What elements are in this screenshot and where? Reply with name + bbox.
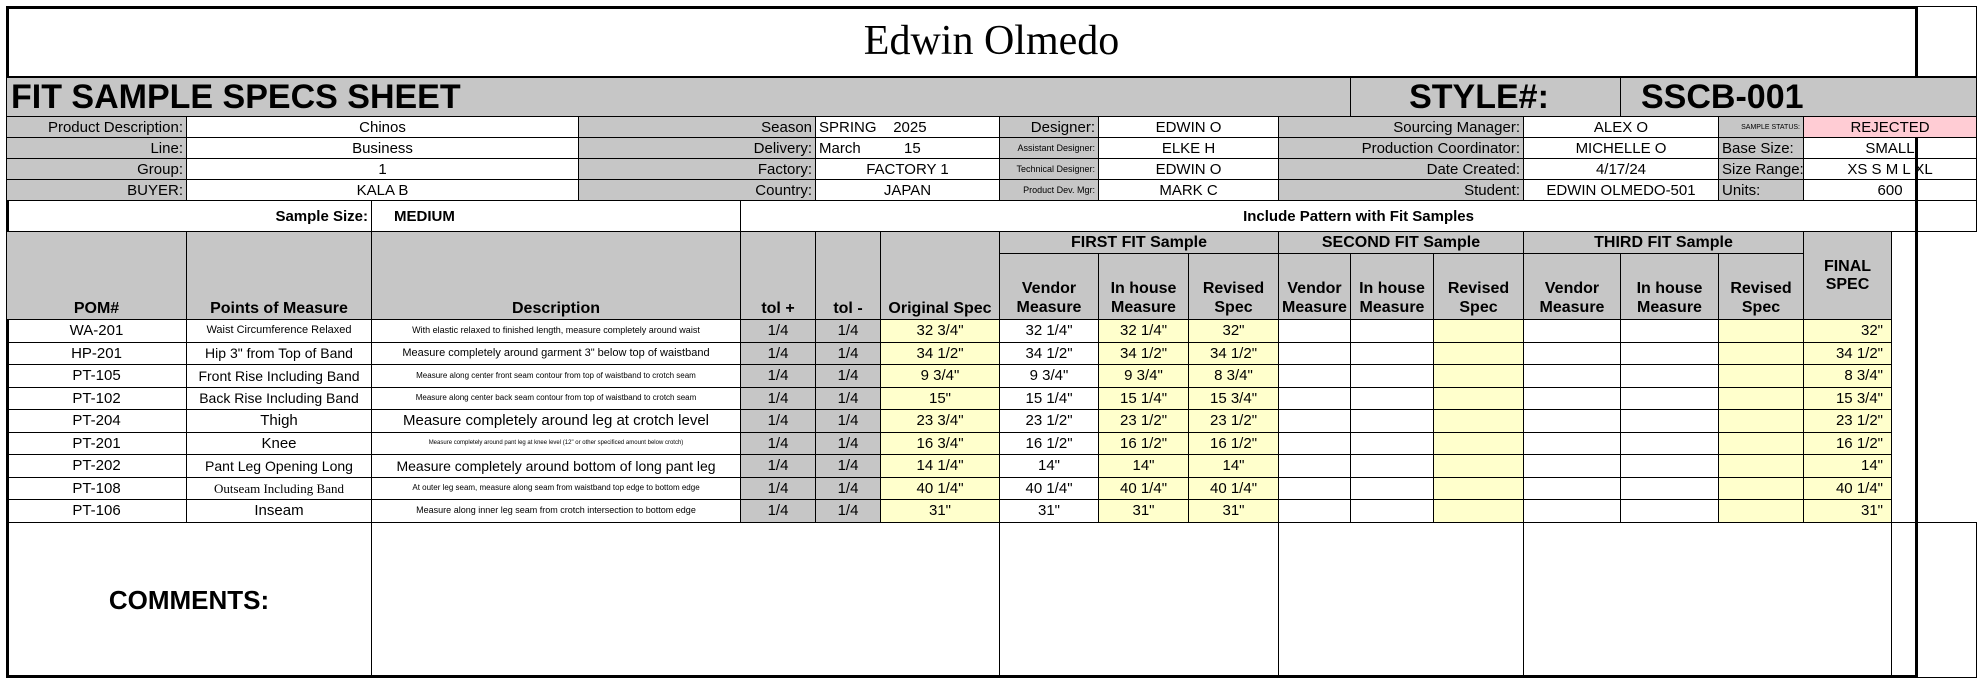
tol-plus-cell: 1/4 bbox=[741, 410, 816, 433]
first-vendor-cell: 31" bbox=[1000, 500, 1099, 523]
second-vendor-cell[interactable] bbox=[1279, 387, 1351, 410]
third-fit-header: THIRD FIT Sample bbox=[1524, 232, 1804, 254]
first-revised-cell: 40 1/4" bbox=[1189, 477, 1279, 500]
second-inhouse-cell[interactable] bbox=[1351, 455, 1434, 478]
third-revised-cell[interactable] bbox=[1719, 500, 1804, 523]
size-range-label: Size Range: bbox=[1719, 159, 1804, 180]
table-row bbox=[7, 387, 1977, 410]
table-row bbox=[7, 342, 1977, 365]
first-vendor-cell: 23 1/2" bbox=[1000, 410, 1099, 433]
original-spec-cell: 23 3/4" bbox=[881, 410, 1000, 433]
final-spec-cell: 23 1/2" bbox=[1804, 410, 1892, 433]
table-row bbox=[7, 455, 1977, 478]
production-coordinator-value: MICHELLE O bbox=[1524, 138, 1719, 159]
description-cell: Measure along center front seam contour from top of waistband to crotch seam bbox=[372, 365, 741, 388]
factory-label: Factory: bbox=[579, 159, 816, 180]
original-spec-cell: 32 3/4" bbox=[881, 320, 1000, 343]
spec-sheet bbox=[6, 6, 1977, 678]
third-vendor-cell[interactable] bbox=[1524, 387, 1621, 410]
original-spec-cell: 15" bbox=[881, 387, 1000, 410]
sourcing-manager-label: Sourcing Manager: bbox=[1279, 117, 1524, 138]
third-revised-cell[interactable] bbox=[1719, 387, 1804, 410]
third-inhouse-cell[interactable] bbox=[1621, 320, 1719, 343]
tol-minus-cell: 1/4 bbox=[816, 387, 881, 410]
third-revised-col: Revised Spec bbox=[1719, 254, 1804, 320]
size-range-value: XS S M L XL bbox=[1804, 159, 1977, 180]
first-inhouse-cell: 23 1/2" bbox=[1099, 410, 1189, 433]
third-inhouse-cell[interactable] bbox=[1621, 477, 1719, 500]
first-inhouse-cell: 15 1/4" bbox=[1099, 387, 1189, 410]
second-revised-cell[interactable] bbox=[1434, 387, 1524, 410]
line-label: Line: bbox=[7, 138, 187, 159]
third-inhouse-cell[interactable] bbox=[1621, 342, 1719, 365]
table-row bbox=[7, 410, 1977, 433]
original-spec-cell: 34 1/2" bbox=[881, 342, 1000, 365]
third-revised-cell[interactable] bbox=[1719, 410, 1804, 433]
original-spec-cell: 9 3/4" bbox=[881, 365, 1000, 388]
third-inhouse-col: In house Measure bbox=[1621, 254, 1719, 320]
first-revised-cell: 8 3/4" bbox=[1189, 365, 1279, 388]
season-value bbox=[816, 117, 1000, 138]
second-revised-col: Revised Spec bbox=[1434, 254, 1524, 320]
pom-cell: PT-106 bbox=[7, 500, 187, 523]
second-revised-cell[interactable] bbox=[1434, 342, 1524, 365]
second-inhouse-cell[interactable] bbox=[1351, 320, 1434, 343]
second-inhouse-cell[interactable] bbox=[1351, 432, 1434, 455]
measurement-rows bbox=[7, 320, 1977, 523]
third-vendor-cell[interactable] bbox=[1524, 432, 1621, 455]
description-cell: Measure completely around garment 3" below top of waistband bbox=[372, 342, 741, 365]
original-spec-cell: 40 1/4" bbox=[881, 477, 1000, 500]
second-inhouse-cell[interactable] bbox=[1351, 387, 1434, 410]
comments-label: COMMENTS: bbox=[7, 522, 372, 677]
first-inhouse-col: In house Measure bbox=[1099, 254, 1189, 320]
third-vendor-cell[interactable] bbox=[1524, 365, 1621, 388]
second-revised-cell[interactable] bbox=[1434, 500, 1524, 523]
date-created-value: 4/17/24 bbox=[1524, 159, 1719, 180]
season-name: SPRING bbox=[819, 118, 877, 136]
third-revised-cell[interactable] bbox=[1719, 342, 1804, 365]
tol-minus-cell: 1/4 bbox=[816, 500, 881, 523]
tol-minus-cell: 1/4 bbox=[816, 410, 881, 433]
second-vendor-cell[interactable] bbox=[1279, 455, 1351, 478]
table-row bbox=[7, 365, 1977, 388]
first-inhouse-cell: 14" bbox=[1099, 455, 1189, 478]
first-revised-cell: 34 1/2" bbox=[1189, 342, 1279, 365]
point-cell: Outseam Including Band bbox=[187, 477, 372, 500]
second-vendor-cell[interactable] bbox=[1279, 320, 1351, 343]
assistant-designer-label: Assistant Designer: bbox=[1000, 138, 1099, 159]
sample-status-label: SAMPLE STATUS: bbox=[1719, 117, 1804, 138]
first-vendor-cell: 16 1/2" bbox=[1000, 432, 1099, 455]
designer-name-header: Edwin Olmedo bbox=[7, 7, 1977, 77]
third-vendor-cell[interactable] bbox=[1524, 410, 1621, 433]
table-row bbox=[7, 320, 1977, 343]
third-revised-cell[interactable] bbox=[1719, 477, 1804, 500]
first-revised-cell: 15 3/4" bbox=[1189, 387, 1279, 410]
pattern-note: Include Pattern with Fit Samples bbox=[741, 201, 1977, 232]
designer-label: Designer: bbox=[1000, 117, 1099, 138]
delivery-day: 15 bbox=[904, 139, 921, 157]
season-year: 2025 bbox=[893, 118, 927, 136]
second-inhouse-cell[interactable] bbox=[1351, 500, 1434, 523]
group-label: Group: bbox=[7, 159, 187, 180]
description-cell: Measure completely around bottom of long pant leg bbox=[372, 455, 741, 478]
tol-minus-cell: 1/4 bbox=[816, 342, 881, 365]
comments-third-fit[interactable] bbox=[1524, 522, 1892, 677]
point-cell: Front Rise Including Band bbox=[187, 365, 372, 388]
buyer-value: KALA B bbox=[187, 180, 579, 201]
third-revised-cell[interactable] bbox=[1719, 432, 1804, 455]
tol-plus-cell: 1/4 bbox=[741, 477, 816, 500]
third-inhouse-cell[interactable] bbox=[1621, 410, 1719, 433]
base-size-value: SMALL bbox=[1804, 138, 1977, 159]
date-created-label: Date Created: bbox=[1279, 159, 1524, 180]
first-vendor-cell: 40 1/4" bbox=[1000, 477, 1099, 500]
comments-general[interactable] bbox=[372, 522, 1000, 677]
pom-cell: PT-108 bbox=[7, 477, 187, 500]
point-cell: Pant Leg Opening Long bbox=[187, 455, 372, 478]
first-fit-header: FIRST FIT Sample bbox=[1000, 232, 1279, 254]
first-revised-cell: 32" bbox=[1189, 320, 1279, 343]
point-cell: Waist Circumference Relaxed bbox=[187, 320, 372, 343]
sheet-title: FIT SAMPLE SPECS SHEET bbox=[7, 77, 1351, 117]
tol-plus-cell: 1/4 bbox=[741, 320, 816, 343]
first-revised-cell: 31" bbox=[1189, 500, 1279, 523]
col-final-spec: FINAL SPEC bbox=[1804, 232, 1892, 320]
first-inhouse-cell: 32 1/4" bbox=[1099, 320, 1189, 343]
country-label: Country: bbox=[579, 180, 816, 201]
original-spec-cell: 14 1/4" bbox=[881, 455, 1000, 478]
second-vendor-cell[interactable] bbox=[1279, 432, 1351, 455]
product-dev-mgr-value: MARK C bbox=[1099, 180, 1279, 201]
delivery-label: Delivery: bbox=[579, 138, 816, 159]
comments-final[interactable] bbox=[1892, 522, 1977, 677]
first-inhouse-cell: 34 1/2" bbox=[1099, 342, 1189, 365]
sample-status-value: REJECTED bbox=[1804, 117, 1977, 138]
first-revised-cell: 16 1/2" bbox=[1189, 432, 1279, 455]
description-cell: Measure completely around pant leg at knee level (12" or other specificed amount below crotch) bbox=[372, 432, 741, 455]
description-cell: Measure along center back seam contour from top of waistband to crotch seam bbox=[372, 387, 741, 410]
first-revised-cell: 23 1/2" bbox=[1189, 410, 1279, 433]
description-cell: Measure along inner leg seam from crotch intersection to bottom edge bbox=[372, 500, 741, 523]
tol-plus-cell: 1/4 bbox=[741, 432, 816, 455]
first-revised-cell: 14" bbox=[1189, 455, 1279, 478]
third-revised-cell[interactable] bbox=[1719, 365, 1804, 388]
second-revised-cell[interactable] bbox=[1434, 432, 1524, 455]
style-label: STYLE#: bbox=[1351, 77, 1621, 117]
final-spec-cell: 40 1/4" bbox=[1804, 477, 1892, 500]
second-inhouse-col: In house Measure bbox=[1351, 254, 1434, 320]
second-vendor-col: Vendor Measure bbox=[1279, 254, 1351, 320]
col-pom: POM# bbox=[7, 232, 187, 320]
final-spec-cell: 34 1/2" bbox=[1804, 342, 1892, 365]
first-vendor-cell: 32 1/4" bbox=[1000, 320, 1099, 343]
season-label: Season bbox=[579, 117, 816, 138]
final-spec-cell: 14" bbox=[1804, 455, 1892, 478]
pom-cell: WA-201 bbox=[7, 320, 187, 343]
final-spec-cell: 32" bbox=[1804, 320, 1892, 343]
point-cell: Inseam bbox=[187, 500, 372, 523]
line-value: Business bbox=[187, 138, 579, 159]
product-description-label: Product Description: bbox=[7, 117, 187, 138]
tol-minus-cell: 1/4 bbox=[816, 365, 881, 388]
first-inhouse-cell: 40 1/4" bbox=[1099, 477, 1189, 500]
tol-minus-cell: 1/4 bbox=[816, 477, 881, 500]
col-tol-plus: tol + bbox=[741, 232, 816, 320]
pom-cell: PT-105 bbox=[7, 365, 187, 388]
original-spec-cell: 16 3/4" bbox=[881, 432, 1000, 455]
col-original-spec: Original Spec bbox=[881, 232, 1000, 320]
final-spec-cell: 16 1/2" bbox=[1804, 432, 1892, 455]
third-vendor-cell[interactable] bbox=[1524, 500, 1621, 523]
first-vendor-cell: 14" bbox=[1000, 455, 1099, 478]
table-row bbox=[7, 432, 1977, 455]
tol-minus-cell: 1/4 bbox=[816, 432, 881, 455]
first-vendor-cell: 15 1/4" bbox=[1000, 387, 1099, 410]
third-vendor-cell[interactable] bbox=[1524, 477, 1621, 500]
first-revised-col: Revised Spec bbox=[1189, 254, 1279, 320]
product-description-value: Chinos bbox=[187, 117, 579, 138]
sample-size-value: MEDIUM bbox=[372, 201, 741, 232]
second-vendor-cell[interactable] bbox=[1279, 342, 1351, 365]
final-spec-cell: 8 3/4" bbox=[1804, 365, 1892, 388]
third-inhouse-cell[interactable] bbox=[1621, 500, 1719, 523]
sourcing-manager-value: ALEX O bbox=[1524, 117, 1719, 138]
second-vendor-cell[interactable] bbox=[1279, 500, 1351, 523]
first-vendor-cell: 34 1/2" bbox=[1000, 342, 1099, 365]
col-tol-minus: tol - bbox=[816, 232, 881, 320]
first-vendor-cell: 9 3/4" bbox=[1000, 365, 1099, 388]
third-revised-cell[interactable] bbox=[1719, 320, 1804, 343]
second-vendor-cell[interactable] bbox=[1279, 410, 1351, 433]
student-label: Student: bbox=[1279, 180, 1524, 201]
pom-cell: PT-202 bbox=[7, 455, 187, 478]
country-value: JAPAN bbox=[816, 180, 1000, 201]
col-points: Points of Measure bbox=[187, 232, 372, 320]
first-inhouse-cell: 16 1/2" bbox=[1099, 432, 1189, 455]
second-fit-header: SECOND FIT Sample bbox=[1279, 232, 1524, 254]
units-label: Units: bbox=[1719, 180, 1804, 201]
tol-plus-cell: 1/4 bbox=[741, 455, 816, 478]
second-vendor-cell[interactable] bbox=[1279, 477, 1351, 500]
pom-cell: PT-102 bbox=[7, 387, 187, 410]
first-inhouse-cell: 9 3/4" bbox=[1099, 365, 1189, 388]
first-vendor-col: Vendor Measure bbox=[1000, 254, 1099, 320]
first-inhouse-cell: 31" bbox=[1099, 500, 1189, 523]
tol-plus-cell: 1/4 bbox=[741, 342, 816, 365]
description-cell: With elastic relaxed to finished length, measure completely around waist bbox=[372, 320, 741, 343]
second-inhouse-cell[interactable] bbox=[1351, 477, 1434, 500]
original-spec-cell: 31" bbox=[881, 500, 1000, 523]
comments-second-fit[interactable] bbox=[1279, 522, 1524, 677]
tol-plus-cell: 1/4 bbox=[741, 365, 816, 388]
third-vendor-col: Vendor Measure bbox=[1524, 254, 1621, 320]
base-size-label: Base Size: bbox=[1719, 138, 1804, 159]
designer-value: EDWIN O bbox=[1099, 117, 1279, 138]
style-number: SSCB-001 bbox=[1621, 77, 1977, 117]
second-revised-cell[interactable] bbox=[1434, 410, 1524, 433]
table-row bbox=[7, 500, 1977, 523]
tol-minus-cell: 1/4 bbox=[816, 455, 881, 478]
third-inhouse-cell[interactable] bbox=[1621, 365, 1719, 388]
second-revised-cell[interactable] bbox=[1434, 477, 1524, 500]
point-cell: Knee bbox=[187, 432, 372, 455]
group-value: 1 bbox=[187, 159, 579, 180]
second-revised-cell[interactable] bbox=[1434, 365, 1524, 388]
description-cell: At outer leg seam, measure along seam from waistband top edge to bottom edge bbox=[372, 477, 741, 500]
third-inhouse-cell[interactable] bbox=[1621, 432, 1719, 455]
second-inhouse-cell[interactable] bbox=[1351, 410, 1434, 433]
product-dev-mgr-label: Product Dev. Mgr: bbox=[1000, 180, 1099, 201]
third-vendor-cell[interactable] bbox=[1524, 455, 1621, 478]
pom-cell: HP-201 bbox=[7, 342, 187, 365]
tol-plus-cell: 1/4 bbox=[741, 500, 816, 523]
delivery-value bbox=[816, 138, 1000, 159]
second-revised-cell[interactable] bbox=[1434, 455, 1524, 478]
second-revised-cell[interactable] bbox=[1434, 320, 1524, 343]
final-spec-cell: 31" bbox=[1804, 500, 1892, 523]
pom-cell: PT-201 bbox=[7, 432, 187, 455]
point-cell: Thigh bbox=[187, 410, 372, 433]
tol-minus-cell: 1/4 bbox=[816, 320, 881, 343]
final-spec-cell: 15 3/4" bbox=[1804, 387, 1892, 410]
comments-first-fit[interactable] bbox=[1000, 522, 1279, 677]
second-vendor-cell[interactable] bbox=[1279, 365, 1351, 388]
factory-value: FACTORY 1 bbox=[816, 159, 1000, 180]
third-inhouse-cell[interactable] bbox=[1621, 387, 1719, 410]
description-cell: Measure completely around leg at crotch level bbox=[372, 410, 741, 433]
third-vendor-cell[interactable] bbox=[1524, 320, 1621, 343]
point-cell: Hip 3" from Top of Band bbox=[187, 342, 372, 365]
tol-plus-cell: 1/4 bbox=[741, 387, 816, 410]
pom-cell: PT-204 bbox=[7, 410, 187, 433]
sample-size-label: Sample Size: bbox=[7, 201, 372, 232]
third-inhouse-cell[interactable] bbox=[1621, 455, 1719, 478]
student-value: EDWIN OLMEDO-501 bbox=[1524, 180, 1719, 201]
col-description: Description bbox=[372, 232, 741, 320]
third-revised-cell[interactable] bbox=[1719, 455, 1804, 478]
buyer-label: BUYER: bbox=[7, 180, 187, 201]
third-vendor-cell[interactable] bbox=[1524, 342, 1621, 365]
assistant-designer-value: ELKE H bbox=[1099, 138, 1279, 159]
production-coordinator-label: Production Coordinator: bbox=[1279, 138, 1524, 159]
delivery-month: March bbox=[819, 139, 861, 157]
second-inhouse-cell[interactable] bbox=[1351, 365, 1434, 388]
units-value: 600 bbox=[1804, 180, 1977, 201]
table-row bbox=[7, 477, 1977, 500]
technical-designer-value: EDWIN O bbox=[1099, 159, 1279, 180]
technical-designer-label: Technical Designer: bbox=[1000, 159, 1099, 180]
second-inhouse-cell[interactable] bbox=[1351, 342, 1434, 365]
point-cell: Back Rise Including Band bbox=[187, 387, 372, 410]
